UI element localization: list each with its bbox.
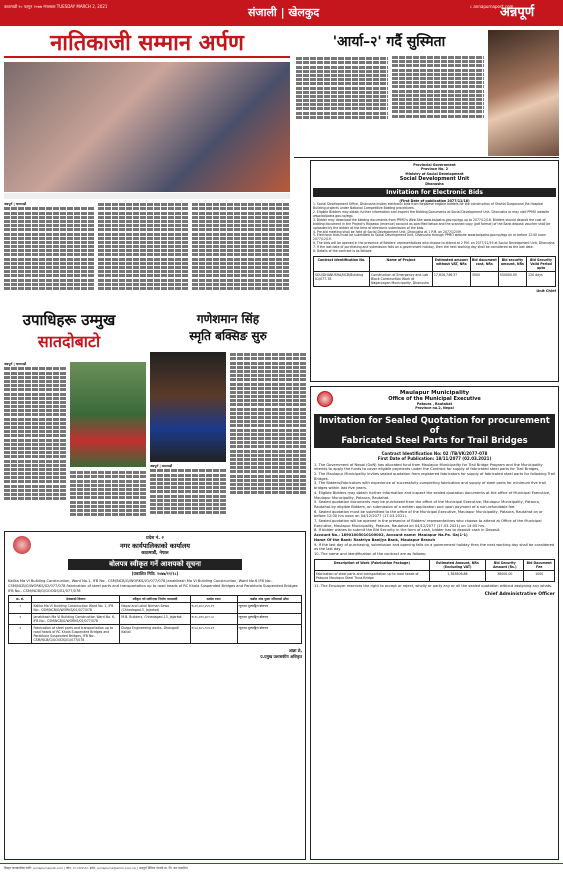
notice-t1: प्रदेश नं. २ bbox=[146, 536, 164, 541]
football-photo bbox=[70, 362, 146, 467]
item: 7. If the last date of purchasing and submission falls on a government holiday, then the next working day shall be considered as the last date. bbox=[313, 245, 534, 250]
td: रु.२१,७०१,२५६.१९ bbox=[190, 603, 237, 614]
social-development-ad bbox=[310, 160, 559, 382]
item: 6. Sealed quotation must be submitted to the office of the Municipal Executive, Maulapur Municipality, Pataura, Rautahat on or before 12:00 hrs noon on 04/12/2077 (17.03.2021). bbox=[314, 509, 543, 519]
td: ३ bbox=[9, 625, 32, 644]
publication-date: (First Date of publication 2077/11/18) bbox=[399, 199, 470, 204]
item: 3. Bidder may download the bidding documents from PPMO's Web Site www.bolpatra.gov.np/egp up to 2077/12/18. Bidders should deposit the cost of bidding document in the Project's Rajaswa (revenue) account as specified below and the scanned copy (pdf format) of the Bank deposit voucher shall be uploaded by the bidder at the time of electronic submission of the bids. bbox=[313, 217, 551, 230]
story1-headline: नातिकाजी सम्मान अर्पण bbox=[50, 31, 244, 56]
maulapur-title3: Pataura , Rautahat bbox=[416, 402, 453, 406]
item: 2. Eligible Bidders may obtain further information and inspect the Bidding Documents at Social Development Unit, Dhanusha or may visit PPMO website www.bolpatra.gov.np/egp. bbox=[313, 210, 550, 218]
td: २ bbox=[9, 614, 32, 625]
section-brand: संजाली | खेलकुद bbox=[248, 6, 320, 19]
story2-headline-line2: सातदोबाटो bbox=[37, 332, 101, 351]
office-line2: Province No. 2 bbox=[421, 167, 448, 172]
td: १ bbox=[9, 603, 32, 614]
bar-line2: Fabricated Steel Parts for Trail Bridges bbox=[341, 435, 528, 446]
cao-sign: Chief Administrative Officer bbox=[484, 592, 555, 598]
story1-byline: अन्नपूर्ण | काठमाडौं bbox=[4, 202, 27, 206]
td: Durga Engineering works, Dhangadi Kailali bbox=[120, 625, 190, 644]
td: 120 days bbox=[527, 271, 556, 286]
th: Contract Identification No. bbox=[314, 256, 370, 271]
th: Description of Work (Fabrication Package) bbox=[315, 559, 430, 570]
story1-body-col1 bbox=[4, 202, 94, 305]
story1-body-col3 bbox=[192, 202, 290, 305]
notice-body: Kalika Ma Vi Building Construction, Ward No.1, IFB No:- CSM/NCB/G/WORKS/01/077/078 Janakikash Ma Vi Building Construction, Ward No.6 IFB No:- CSM/NCB/G/WORKS/02/077/078 Fabrication of steel parts and transportation up to road heads of RC Khola Suspended Bridges and Parakhola Suspended Bridges IFB No.- CSM/NCB/G/GOODS/01/077/078 bbox=[8, 579, 298, 593]
td: M.B. Builders, Chhedagad-13, Jajarkot bbox=[120, 614, 190, 625]
header-date: काठमाडौं २० फागुन २०७७ मंगलबार TUESDAY MARCH 2, 2021 bbox=[4, 4, 108, 9]
notice-sign1: आज्ञा ले, bbox=[288, 648, 302, 654]
notice-bar: बोलपत्र स्वीकृत गर्ने आशयको सूचना bbox=[68, 559, 242, 570]
story2-body-col1 bbox=[4, 362, 66, 527]
maulapur-title1: Maulapur Municipality bbox=[399, 390, 470, 396]
notice-t3: काठमाडौं, नेपाल bbox=[141, 551, 169, 556]
td: 1000 bbox=[524, 570, 555, 581]
maulapur-items bbox=[314, 463, 555, 557]
td: न्यूनतम मूल्याङ्कित बोलपत्र bbox=[237, 603, 301, 614]
story1-photo-caption bbox=[4, 193, 290, 199]
page-label: ८ annapurnapost.com bbox=[470, 4, 514, 9]
story2-body-col2 bbox=[70, 470, 146, 527]
th: Bid Security Amount (Rs.) bbox=[486, 559, 524, 570]
item: 7. Sealed quotation will be opened in the presence of Bidders' representatives who choose to attend at Office of the Municipal Executive, Maulapur Municipality, Pataura, Rautahat on 04/12/2077 (17.03.2021) on 14:00 hrs. bbox=[314, 519, 542, 528]
story3-byline: अन्नपूर्ण | काठमाडौं bbox=[150, 464, 173, 468]
item: 5. Sealed quotation documents may be purchased from the office of the Municipal Executive, Maulapur Municipality, Pataura, Rautahat by eligible Bidders, on submission of a written application and upon payment of a non-refundable fee. bbox=[314, 500, 541, 509]
approval-table bbox=[8, 595, 302, 644]
td: Nepal and Lokal Nirman Sewa (Chhedagad-5, Jajarkot) bbox=[120, 603, 190, 614]
actress-photo bbox=[488, 30, 559, 156]
td: Fabrication of steel parts and transportation up to road heads of Pataura Maulapur Steel Truss Bridge bbox=[315, 570, 430, 581]
th: स्वीकृत गर्न लागिएका निर्माण व्यवसायी bbox=[120, 596, 190, 603]
bid-approval-notice bbox=[4, 531, 306, 860]
th: ठेक्काको विवरण bbox=[32, 596, 120, 603]
page-header bbox=[0, 0, 563, 26]
th: Bid security amount, NRs bbox=[498, 256, 526, 271]
notice-sign2: प्र.प्रमुख प्रशासकीय अधिकृत bbox=[260, 654, 302, 660]
td: न्यूनतम मूल्याङ्कित बोलपत्र bbox=[237, 614, 301, 625]
item: Name Of the Bank: Rastriya Banijya Bank, Maulapur Branch bbox=[314, 537, 436, 542]
story3-headline-line2: स्मृति बक्सिङ सुरु bbox=[189, 329, 267, 343]
bollywood-headline: 'आर्या–२' गर्दै सुस्मिता bbox=[332, 34, 446, 50]
municipality-emblem-icon bbox=[317, 391, 333, 407]
td: Construction of Emergency and Lab Block Construction Work at Nagarpayan Municipality, Dhanusha bbox=[370, 271, 433, 286]
fabrication-table bbox=[314, 559, 555, 582]
unit-chief-sign: Unit Chief bbox=[536, 288, 556, 293]
item: 2. The Maulapur Municipality invites sealed quotation from registered fabricators for supply of fabricated steel parts for following Trail Bridges. bbox=[314, 472, 555, 481]
story2-headline-box bbox=[4, 310, 134, 360]
boxing-photo bbox=[150, 352, 226, 462]
th: Bid Security Valid Period upto bbox=[527, 256, 556, 271]
td: Fabrication of steel parts and transportation up to road heads of RC Khola Suspended Bridges and Parakhola Suspended Bridges, IFB No:- CSM/NCB/G/GOODS/01/077/078 bbox=[32, 625, 120, 644]
bollywood-body bbox=[296, 56, 484, 154]
maulapur-title2: Office of the Municipal Executive bbox=[388, 396, 481, 402]
story3-body-col1 bbox=[150, 464, 226, 527]
item: 10. The name and identification of the contract are as follows: bbox=[314, 551, 427, 556]
td: Janakikash Ma Vi Building Construction Ward No. 6, IFB No:- CSM/NCB/G/WORKS/02/077/078 bbox=[32, 614, 120, 625]
maulapur-title4: Province no.2, Nepal bbox=[415, 406, 454, 411]
item: 9. If the last day of purchasing, submission and opening falls on a government holiday then the next working day shall be considered as the last day. bbox=[314, 542, 555, 552]
page-footer: विस्तृत जानकारीका लागि: annapurnapost.com | फोन: ०१-५१२४५२२, इमेल: annapurna@amm.com.np | अन्नपूर्ण मिडिया नेटवर्क प्रा. लि. बाट प्रकाशित bbox=[0, 863, 563, 873]
table-row bbox=[9, 614, 302, 625]
th: कबोल अंक पुस्ता नतिजाको ढाँचा bbox=[237, 596, 301, 603]
bar-line1: Invitation for Sealed Quotation for procurement of bbox=[319, 415, 550, 436]
office-line5: Dhanusha bbox=[425, 181, 444, 186]
td: Kalika Ma Vi Building Construction Ward No. 1, IFB No:- CSM/NCB/G/WORKS/01/077/078 bbox=[32, 603, 120, 614]
contract-table bbox=[313, 256, 556, 287]
story1-body-col2 bbox=[98, 202, 188, 305]
social-ad-items bbox=[313, 203, 556, 254]
th: Bid Document Fee bbox=[524, 559, 555, 570]
item: 8. If bidder wishes to submit the Bid Security in the form of cash, bidder has to deposit cash in Deposit. bbox=[314, 528, 501, 533]
award-ceremony-photo bbox=[4, 62, 290, 192]
item: 1. Social Development Office, Dhanusha invites electronic bids from Nepalese eligible bidders for the construction of Shahid Durganand Jha Hospital Building projects under National Competitive Bidding procedures. bbox=[313, 202, 544, 211]
th: Estimated Amount, NRs (Excluding VAT) bbox=[429, 559, 485, 570]
story2-byline: अन्नपूर्ण | काठमाडौं bbox=[4, 362, 27, 366]
office-line4: Social Development Unit bbox=[399, 175, 470, 182]
sealed-quotation-bar bbox=[314, 414, 555, 448]
td: रु.५४,७८५,९०७.११ bbox=[190, 625, 237, 644]
notice-date: (प्रकाशित मिति: २०७७/११/१८) bbox=[131, 571, 179, 576]
item: 3. The Bidders/Fabricators with experience of successfully completing fabrication and supply of steel parts for minimum five trail bridges within last five years. bbox=[314, 481, 547, 491]
th: Name of Project bbox=[370, 256, 433, 271]
invitation-bar: Invitation for Electronic Bids bbox=[313, 188, 556, 197]
td: 1,383806.86 bbox=[429, 570, 485, 581]
story1-headline-box bbox=[4, 30, 290, 58]
td: रु.१८,४२१,४०१.५० bbox=[190, 614, 237, 625]
table-row bbox=[9, 625, 302, 644]
td: 3000 bbox=[470, 271, 498, 286]
nepal-emblem-icon bbox=[13, 536, 31, 554]
story3-body-col2 bbox=[230, 352, 306, 527]
story3-headline-box bbox=[150, 310, 306, 350]
office-line1: Provincial Government bbox=[413, 163, 456, 167]
td: 550000.00 bbox=[498, 271, 526, 286]
story2-headline-line1: उपाधिहरू उम्मुख bbox=[22, 311, 116, 329]
item: 1. The Government of Nepal (GoN) has allocated fund from Maulapur Municipality for Trail Bridge Program and the Municipality intends to apply the funds to cover eligible payments under the Contract for supply of fabricated steel parts for Trail Bridges. bbox=[314, 462, 543, 472]
first-publication-date: First Date of Publication: 18/11/2077 (02.03.2021) bbox=[377, 455, 492, 461]
table-row bbox=[9, 603, 302, 614]
item: Account No.: 18901005010100002, Account name: Maulapur Na.Pa. Ga(1-1) bbox=[314, 533, 468, 538]
th: कबोल रकम bbox=[190, 596, 237, 603]
contract-id: Contract Identification No: 02 /TB/VK/2077-078 bbox=[381, 450, 488, 456]
item: 6. The bids will be opened in the presence of Bidders' representatives who choose to attend at 2 P.M. on 2077/12/19 at Social Development Unit, Dhanusha. bbox=[313, 241, 556, 246]
item: 5. Electronic bids must be submitted to Social Development Unit, Dhanusha through PPMO website www.bolpatra.gov.np/egp on or before 12:00 noon 2077/12/19. bbox=[313, 233, 546, 242]
office-line3: Ministry of Social Development bbox=[405, 171, 464, 176]
item-11: 11. The Employer reserves the right to accept or reject, wholly or party any or all the sealed quotation without assigning any whats. bbox=[314, 583, 553, 588]
th: Estimated amount without VAT, NRs bbox=[432, 256, 470, 271]
newspaper-logo: अन्नपूर्ण bbox=[500, 5, 535, 20]
item: 4. Eligible Bidders may obtain further information and inspect the sealed quotation documents at the office of Municipal Executive, Maulapur Municipality, Pataura, Rautahat. bbox=[314, 490, 551, 500]
td: 38000.00 bbox=[486, 570, 524, 581]
story3-headline-line1: गणेशमान सिंह bbox=[196, 312, 260, 326]
td: SDU/DHANUSHA/NCB/Building 01/077-78 bbox=[314, 271, 370, 286]
maulapur-municipality-ad bbox=[310, 386, 559, 860]
item: 8. Details of the contract is as follows: bbox=[313, 249, 373, 254]
bollywood-story bbox=[294, 30, 559, 158]
td: 17,816,746.37 bbox=[432, 271, 470, 286]
item: 4. Pre-bid meeting shall be held at Social Development Unit, Dhanusha at 1 P.M. on 2077/12/09. bbox=[313, 229, 462, 234]
th: क्र. सं. bbox=[9, 596, 32, 603]
th: Bid document cost, NRs bbox=[470, 256, 498, 271]
notice-t2: नगर कार्यपालिकाको कार्यालय bbox=[119, 542, 191, 550]
td: न्यूनतम मूल्याङ्कित बोलपत्र bbox=[237, 625, 301, 644]
